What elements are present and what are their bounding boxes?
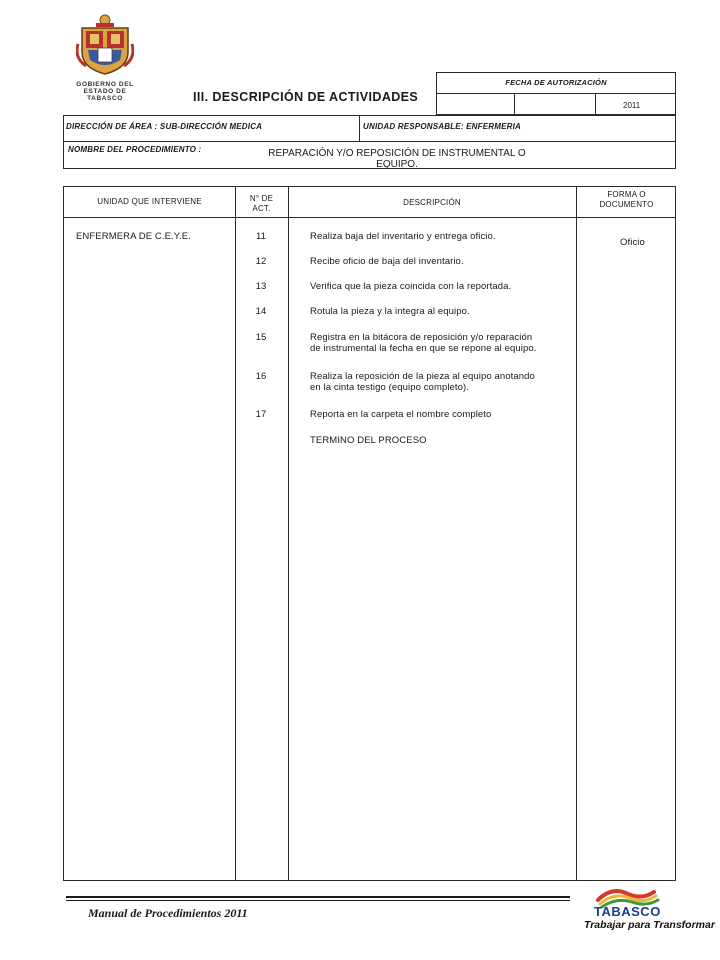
manual-footer-text: Manual de Procedimientos 2011 bbox=[88, 906, 248, 920]
activity-number: 14 bbox=[255, 306, 267, 317]
activity-number: 11 bbox=[255, 231, 267, 242]
activity-number: 13 bbox=[255, 281, 267, 292]
procedure-row bbox=[63, 141, 676, 169]
activity-description: Recibe oficio de baja del inventario. bbox=[310, 256, 464, 267]
activity-description: Rotula la pieza y la integra al equipo. bbox=[310, 306, 470, 317]
col-desc-header: DESCRIPCIÓN bbox=[403, 198, 461, 207]
form-value: Oficio bbox=[620, 237, 645, 248]
procedure-name-line2: EQUIPO. bbox=[376, 159, 418, 170]
authorization-year: 2011 bbox=[623, 101, 641, 110]
coat-of-arms-icon bbox=[76, 14, 134, 76]
footer-divider bbox=[66, 896, 570, 898]
coat-of-arms bbox=[76, 14, 134, 102]
col-unit-header: UNIDAD QUE INTERVIENE bbox=[97, 197, 202, 206]
unit-value: ENFERMERA DE C.E.Y.E. bbox=[76, 231, 191, 242]
col-num-header-2: ACT. bbox=[252, 204, 271, 213]
col-num-header-1: N° DE bbox=[249, 194, 274, 203]
authorization-label: FECHA DE AUTORIZACIÓN bbox=[505, 78, 607, 87]
footer-divider-thin bbox=[66, 900, 570, 901]
col-form-header-2: DOCUMENTO bbox=[599, 200, 654, 209]
end-of-process: TERMINO DEL PROCESO bbox=[310, 435, 427, 446]
direction-label: DIRECCIÓN DE ÁREA : SUB-DIRECCIÓN MEDICA bbox=[66, 122, 263, 131]
procedure-label: NOMBRE DEL PROCEDIMIENTO : bbox=[68, 145, 202, 154]
activity-description: Registra en la bitácora de reposición y/o reparación de instrumental la fecha en que se repone al equipo. bbox=[310, 332, 537, 354]
activity-number: 17 bbox=[255, 409, 267, 420]
activity-number: 16 bbox=[255, 371, 267, 382]
coat-text-2: ESTADO DE bbox=[83, 88, 127, 95]
logo-word: TABASCO bbox=[594, 904, 661, 919]
direction-row bbox=[63, 115, 676, 142]
activity-description: Reporta en la carpeta el nombre completo bbox=[310, 409, 492, 420]
responsible-unit-label: UNIDAD RESPONSABLE: ENFERMERIA bbox=[363, 122, 522, 131]
activity-number: 12 bbox=[255, 256, 267, 267]
coat-text-3: TABASCO bbox=[87, 95, 123, 102]
authorization-box bbox=[436, 72, 676, 115]
coat-text-1: GOBIERNO DEL bbox=[76, 81, 134, 88]
activity-table bbox=[63, 186, 676, 881]
procedure-name-line1: REPARACIÓN Y/O REPOSICIÓN DE INSTRUMENTAL O bbox=[268, 148, 526, 159]
activity-description: Verifica que la pieza coincida con la reportada. bbox=[310, 281, 512, 292]
page-title: III. DESCRIPCIÓN DE ACTIVIDADES bbox=[193, 90, 419, 104]
tabasco-logo bbox=[584, 884, 715, 936]
activity-description: Realiza baja del inventario y entrega oficio. bbox=[310, 231, 496, 242]
logo-slogan: Trabajar para Transformar bbox=[584, 919, 715, 931]
activity-description: Realiza la reposición de la pieza al equipo anotando en la cinta testigo (equipo completo). bbox=[310, 371, 535, 393]
col-form-header-1: FORMA O bbox=[607, 190, 646, 199]
activity-number: 15 bbox=[255, 332, 267, 343]
